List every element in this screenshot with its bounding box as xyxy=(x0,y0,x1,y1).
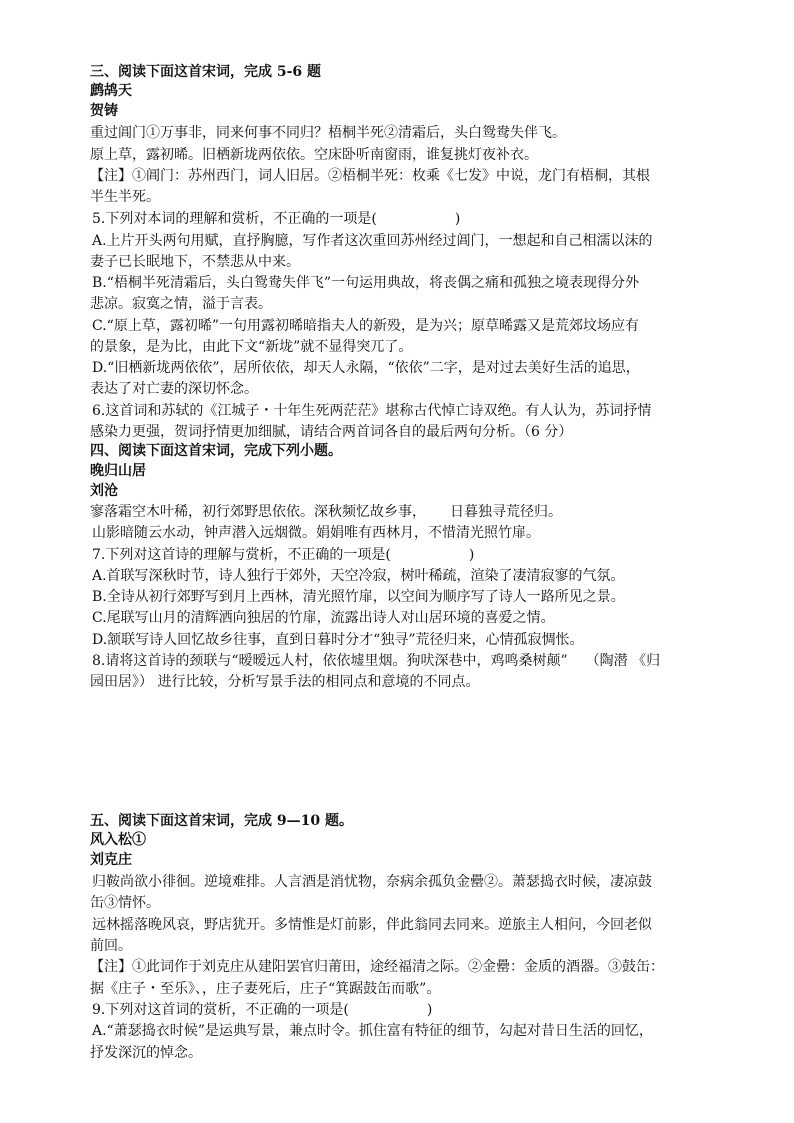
question-8-source: （陶潜 《归 xyxy=(585,653,661,669)
option-C: C.“原上草，露初晞”一句用露初晞暗指夫人的新殁，是为兴；原草晞露又是荒郊坟场应有 xyxy=(92,318,639,334)
option-B-cont: 悲凉。寂寞之情，溢于言表。 xyxy=(90,296,272,312)
option-A: A.上片开头两句用赋，直抒胸臆，写作者这次重回苏州经过阊门，一想起和自己相濡以沫的 xyxy=(92,233,653,249)
poem-title: 鹧鸪天 xyxy=(90,83,132,99)
question-stem-close: ) xyxy=(454,211,461,227)
section5-heading: 五、阅读下面这首宋词，完成 9—10 题。 xyxy=(90,813,353,829)
question-stem-close: ) xyxy=(468,547,475,563)
section4-heading: 四、阅读下面这首宋词，完成下列小题。 xyxy=(90,443,342,459)
poem-line: 归鞍尚欲小徘徊。逆境难排。人言酒是消忧物，奈病余孤负金罍②。萧瑟捣衣时候，凄凉鼓 xyxy=(92,874,652,890)
poem-line: 山影暗随云水动，钟声潜入远烟微。娟娟唯有西林月，不惜清光照竹扉。 xyxy=(92,525,540,541)
section3-heading: 三、阅读下面这首宋词，完成 5-6 题 xyxy=(90,64,322,80)
question-stem-text: 7.下列对这首诗的理解与赏析，不正确的一项是( xyxy=(92,547,391,563)
poem-author: 刘克庄 xyxy=(90,852,132,868)
question-7-stem xyxy=(92,546,732,564)
option-D-cont: 表达了对亡妻的深切怀念。 xyxy=(90,381,258,397)
poem-title: 风入松① xyxy=(90,832,146,848)
question-5-stem xyxy=(92,210,732,228)
option-D: D.颔联写诗人回忆故乡往事，直到日暮时分才“独寻”荒径归来，心情孤寂惆怅。 xyxy=(92,632,584,648)
poem-title: 晚归山居 xyxy=(90,463,146,479)
option-A: A.首联写深秋时节，诗人独行于郊外，天空冷寂，树叶稀疏，渲染了凄清寂寥的气氛。 xyxy=(92,568,625,584)
note-line: 【注】①此词作于刘克庄从建阳罢官归莆田，途经福清之际。②金罍：金质的酒器。③鼓缶： xyxy=(90,959,664,975)
question-stem-close: ) xyxy=(426,1002,433,1018)
question-8-text: 8.请将这首诗的颈联与“暧暧远人村，依依墟里烟。狗吠深巷中，鸡鸣桑树颠” xyxy=(92,653,568,669)
option-B: B.全诗从初行郊野写到月上西林，清光照竹扉，以空间为顺序写了诗人一路所见之景。 xyxy=(92,589,625,605)
question-stem-text: 5.下列对本词的理解和赏析，不正确的一项是( xyxy=(92,211,377,227)
question-8-cont: 园田居》） 进行比较，分析写景手法的相同点和意境的不同点。 xyxy=(90,674,480,690)
poem-line-part: 寥落霜空木叶稀，初行郊野思依依。深秋频忆故乡事， xyxy=(90,504,426,520)
option-D: D.“旧栖新垅两依依”，居所依依，却天人永隔，“依依”二字，是对过去美好生活的追思， xyxy=(92,360,640,376)
question-stem-text: 9.下列对这首词的赏析，不正确的一项是( xyxy=(92,1002,349,1018)
poem-line: 原上草，露初晞。旧栖新垅两依依。空床卧听南窗雨，谁复挑灯夜补衣。 xyxy=(90,147,538,163)
option-A-cont: 抒发深沉的悼念。 xyxy=(90,1045,202,1061)
question-9-stem xyxy=(92,1001,732,1019)
option-C: C.尾联写山月的清辉洒向独居的竹扉，流露出诗人对山居环境的喜爱之情。 xyxy=(92,610,555,626)
poem-line-cont: 缶③情怀。 xyxy=(90,895,160,911)
note-line: 【注】①阊门：苏州西门，词人旧居。②梧桐半死：枚乘《七发》中说，龙门有梧桐，其根 xyxy=(90,168,650,184)
poem-author: 刘沧 xyxy=(90,483,118,499)
poem-line: 远林摇落晚风哀，野店犹开。多情惟是灯前影，伴此翁同去同来。逆旅主人相问，今回老似 xyxy=(92,917,652,933)
question-6-cont: 感染力更强，贺词抒情更加细腻，请结合两首词各自的最后两句分析。（6 分） xyxy=(90,424,573,440)
poem-line-part: 日暮独寻荒径归。 xyxy=(450,504,562,520)
option-C-cont: 的景象，是为比，由此下文“新垅”就不显得突兀了。 xyxy=(90,339,413,355)
note-line: 半生半死。 xyxy=(90,189,160,205)
question-8 xyxy=(92,652,732,670)
poem-line xyxy=(90,503,730,521)
option-B: B.“梧桐半死清霜后，头白鸳鸯失伴飞”一句运用典故，将丧偶之痛和孤独之境表现得分外 xyxy=(92,275,640,291)
option-A: A.“萧瑟捣衣时候”是运典写景，兼点时令。抓住富有特征的细节，勾起对昔日生活的回忆， xyxy=(92,1023,653,1039)
question-6: 6.这首词和苏轼的《江城子・十年生死两茫茫》堪称古代悼亡诗双绝。有人认为，苏词抒情 xyxy=(92,403,652,419)
option-A-cont: 妻子已长眠地下，不禁悲从中来。 xyxy=(90,254,300,270)
poem-line: 重过阊门①万事非，同来何事不同归？梧桐半死②清霜后，头白鸳鸯失伴飞。 xyxy=(90,125,566,141)
poem-line-cont: 前回。 xyxy=(90,938,132,954)
note-line: 据《庄子・至乐》、，庄子妻死后，庄子“箕踞鼓缶而歌”。 xyxy=(90,981,441,997)
poem-author: 贺铸 xyxy=(90,103,118,119)
